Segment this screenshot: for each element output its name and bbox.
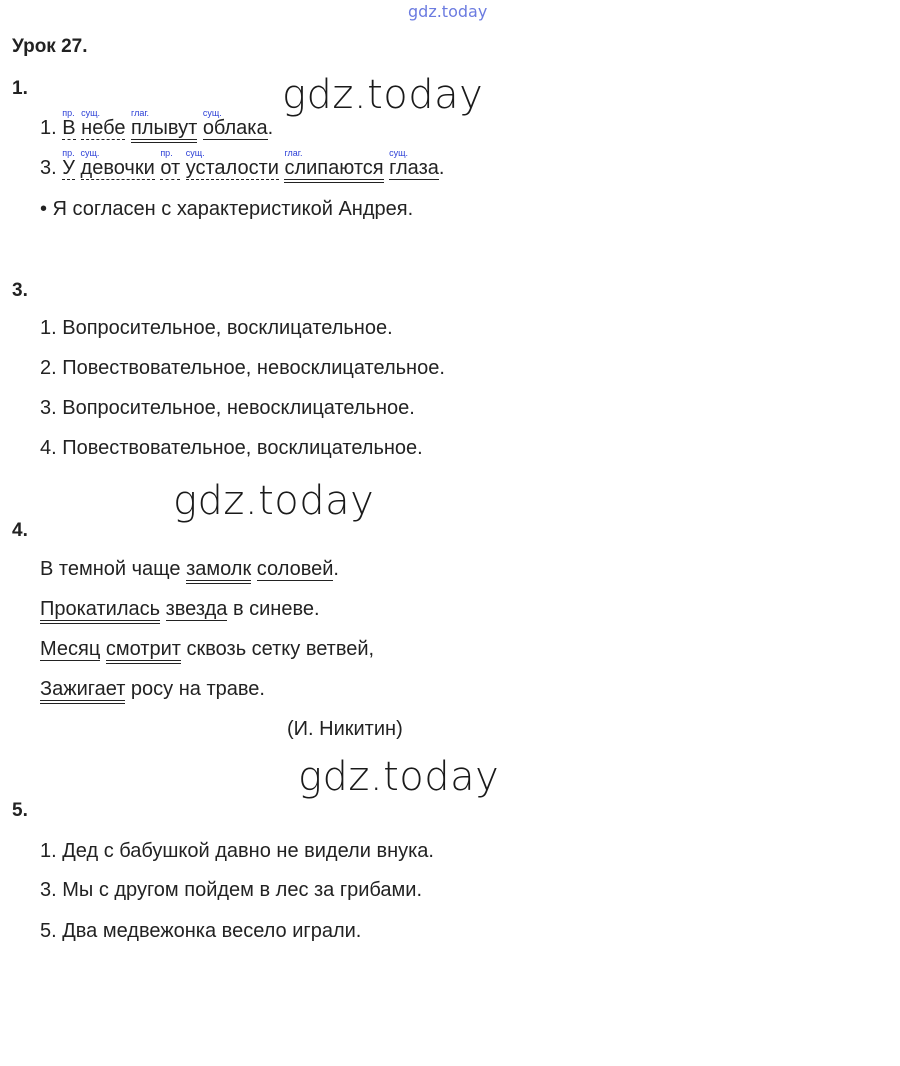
task-5-number: 5. bbox=[12, 800, 28, 821]
pos-label: пр. bbox=[62, 148, 75, 158]
text: сквозь сетку ветвей, bbox=[180, 638, 375, 660]
task-1-note: • Я согласен с характеристикой Андрея. bbox=[40, 198, 414, 220]
subject-word: соловей bbox=[256, 558, 334, 580]
task-3-number: 3. bbox=[12, 280, 28, 301]
predicate-word bbox=[131, 108, 198, 143]
watermark: gdz.today bbox=[298, 754, 500, 800]
subject-word: звезда bbox=[165, 598, 228, 620]
item-number: 3. bbox=[40, 157, 63, 179]
watermark: gdz.today bbox=[282, 72, 484, 118]
poem-line-1 bbox=[40, 558, 339, 584]
subject-word bbox=[202, 108, 268, 140]
poem-line-4 bbox=[40, 678, 265, 704]
word-text: девочки bbox=[80, 157, 155, 179]
predicate-word: Зажигает bbox=[40, 679, 125, 704]
task-1-sentence-3 bbox=[40, 148, 445, 183]
period: . bbox=[438, 157, 445, 179]
pos-label: сущ. bbox=[185, 148, 205, 158]
pos-label: пр. bbox=[62, 108, 75, 118]
pos-label: сущ. bbox=[81, 108, 101, 118]
pos-label: сущ. bbox=[202, 108, 222, 118]
poem-line-2 bbox=[40, 598, 320, 624]
subject-word bbox=[389, 148, 439, 180]
task-5-item: 1. Дед с бабушкой давно не видели внука. bbox=[40, 840, 434, 862]
pos-label: сущ. bbox=[80, 148, 100, 158]
period: . bbox=[267, 117, 274, 139]
word-text: от bbox=[160, 157, 181, 179]
predicate-word bbox=[284, 148, 384, 183]
text: В темной чаще bbox=[40, 558, 187, 580]
poem-author: (И. Никитин) bbox=[287, 718, 403, 740]
task-1-number: 1. bbox=[12, 78, 28, 99]
word-text: облака bbox=[202, 117, 268, 139]
task-3-item: 4. Повествовательное, восклицательное. bbox=[40, 437, 423, 459]
watermark: gdz.today bbox=[173, 478, 375, 524]
task-1-sentence-1 bbox=[40, 108, 274, 143]
task-5-item: 5. Два медвежонка весело играли. bbox=[40, 920, 362, 942]
text: в синеве. bbox=[227, 598, 320, 620]
watermark-top: gdz.today bbox=[408, 2, 488, 21]
task-3-item: 2. Повествовательное, невосклицательное. bbox=[40, 357, 445, 379]
predicate-word: Прокатилась bbox=[40, 599, 160, 624]
word bbox=[80, 148, 155, 180]
word bbox=[81, 108, 126, 140]
pos-label: сущ. bbox=[389, 148, 409, 158]
period: . bbox=[333, 558, 339, 580]
pos-label: глаг. bbox=[284, 148, 303, 158]
word-text: плывут bbox=[131, 117, 198, 139]
pos-label: глаг. bbox=[131, 108, 150, 118]
word bbox=[185, 148, 279, 180]
word-text: У bbox=[62, 157, 75, 179]
task-5-item: 3. Мы с другом пойдем в лес за грибами. bbox=[40, 879, 423, 901]
word-text: слипаются bbox=[284, 157, 384, 179]
item-number: 1. bbox=[40, 117, 63, 139]
task-3-item: 1. Вопросительное, восклицательное. bbox=[40, 317, 393, 339]
predicate-word: замолк bbox=[186, 559, 251, 584]
word-text: В bbox=[62, 117, 76, 139]
word bbox=[62, 148, 75, 180]
word-text: глаза bbox=[389, 157, 439, 179]
text: росу на траве. bbox=[125, 678, 265, 700]
word bbox=[62, 108, 76, 140]
pos-label: пр. bbox=[160, 148, 173, 158]
poem-line-3 bbox=[40, 638, 374, 664]
subject-word: Месяц bbox=[40, 638, 101, 660]
lesson-title: Урок 27. bbox=[12, 36, 88, 57]
task-4-number: 4. bbox=[12, 520, 28, 541]
task-3-item: 3. Вопросительное, невосклицательное. bbox=[40, 397, 415, 419]
word-text: небе bbox=[81, 117, 126, 139]
word bbox=[160, 148, 181, 180]
predicate-word: смотрит bbox=[106, 639, 181, 664]
word-text: усталости bbox=[185, 157, 279, 179]
